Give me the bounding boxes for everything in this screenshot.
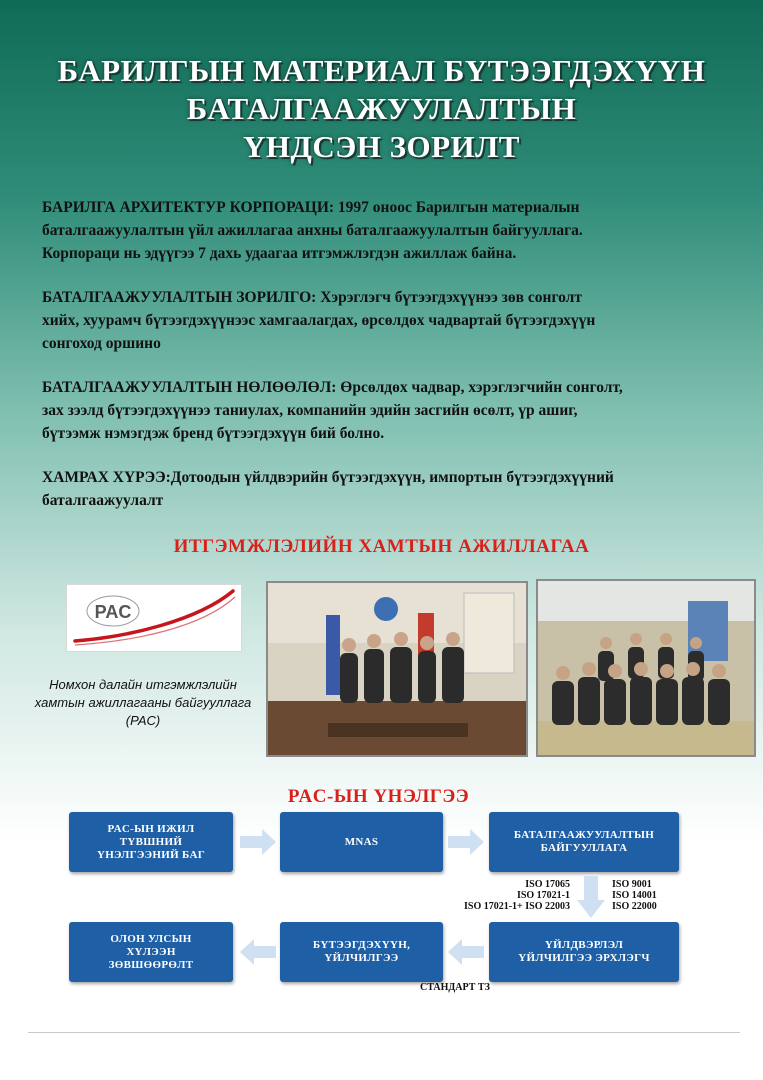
title-line-3: ҮНДСЭН ЗОРИЛТ <box>243 129 520 164</box>
title-line-2: БАТАЛГААЖУУЛАЛТЫН <box>186 91 577 126</box>
iso-item: ISO 14001 <box>612 890 657 901</box>
arrow-right-icon <box>238 828 278 856</box>
iso-list-manufacturers <box>612 879 692 912</box>
iso-item: ISO 17021-1 <box>516 890 570 901</box>
caption-line: Номхон далайн итгэмжлэлийн <box>49 677 237 692</box>
meeting-photo-1 <box>266 581 528 757</box>
goal-paragraph <box>42 286 732 355</box>
iso-list-certification-body <box>420 879 570 912</box>
box-line: ҮЙЛЧИЛГЭЭ <box>324 952 399 964</box>
arrow-down-icon <box>576 874 606 920</box>
caption-line: хамтын ажиллагааны байгууллага <box>34 695 252 710</box>
paragraph-line: зах зээлд бүтээгдэхүүнээ таниулах, компанийн эдийн засгийн өсөлт, үр ашиг, <box>42 402 578 419</box>
arrow-right-icon <box>446 828 486 856</box>
bottom-divider <box>28 1032 740 1033</box>
box-line: ҮНЭЛГЭЭНИЙ БАГ <box>96 848 206 861</box>
paragraph-line: хийх, хуурамч бүтээгдэхүүнээс хамгаалагдах, өрсөлдөх чадвартай бүтээгдэхүүн <box>42 312 596 329</box>
box-line: ХҮЛЭЭН <box>126 945 176 958</box>
arrow-left-icon <box>446 938 486 966</box>
page-title <box>0 52 763 166</box>
paragraph-line: бүтээмж нэмэгдэж бренд бүтээгдэхүүн бий болно. <box>42 425 385 442</box>
iso-item: ISO 22000 <box>612 901 657 912</box>
impact-paragraph <box>42 376 732 445</box>
iso-item: ISO 9001 <box>612 879 652 890</box>
scope-paragraph <box>42 466 732 512</box>
flow-box-manufacturers <box>489 922 679 982</box>
paragraph-line: сонгоход оршино <box>42 335 161 352</box>
box-line: БАТАЛГААЖУУЛАЛТЫН <box>513 829 655 841</box>
pac-logo <box>66 584 242 652</box>
box-line: ҮЙЛДВЭРЛЭЛ <box>544 939 624 951</box>
box-line: ТҮВШНИЙ <box>119 835 183 848</box>
flow-box-peer-evaluation <box>69 812 233 872</box>
paragraph-line: Корпораци нь эдүүгээ 7 дахь удаагаа итгэмжлэгдэн ажиллаж байна. <box>42 245 517 262</box>
logo-caption <box>20 676 266 730</box>
paragraph-line: БАТАЛГААЖУУЛАЛТЫН НӨЛӨӨЛӨЛ: Өрсөлдөх чадвар, хэрэглэгчийн сонголт, <box>42 379 623 396</box>
box-line: БАЙГУУЛЛАГА <box>540 842 628 854</box>
iso-item: ISO 17065 <box>525 879 570 890</box>
box-line: ЗӨВШӨӨРӨЛТ <box>108 958 194 971</box>
flow-box-certification-body <box>489 812 679 872</box>
box-line: ОЛОН УЛСЫН <box>110 932 192 945</box>
meeting-photo-2 <box>536 579 756 757</box>
title-line-1: БАРИЛГЫН МАТЕРИАЛ БҮТЭЭГДЭХҮҮН <box>57 53 706 88</box>
pac-swoosh-icon <box>67 585 241 651</box>
paragraph-line: баталгаажуулалт <box>42 492 164 509</box>
paragraph-line: баталгаажуулалтын үйл ажиллагаа анхны баталгаажуулалтын байгууллага. <box>42 222 583 239</box>
arrow-left-icon <box>238 938 278 966</box>
paragraph-line: ХАМРАХ ХҮРЭЭ:Дотоодын үйлдвэрийн бүтээгдэхүүн, импортын бүтээгдэхүүний <box>42 469 614 486</box>
box-line: MNAS <box>344 835 379 848</box>
cooperation-heading: ИТГЭМЖЛЭЛИЙН ХАМТЫН АЖИЛЛАГАА <box>173 536 590 557</box>
paragraph-line: БАТАЛГААЖУУЛАЛТЫН ЗОРИЛГО: Хэрэглэгч бүтээгдэхүүнээ зөв сонголт <box>42 289 582 306</box>
paragraph-line: БАРИЛГА АРХИТЕКТУР КОРПОРАЦИ: 1997 оноос Барилгын материалын <box>42 199 580 216</box>
caption-line: (PAC) <box>125 713 161 728</box>
evaluation-heading: PAC-ЫН ҮНЭЛГЭЭ <box>287 786 470 807</box>
logo-text: PAC <box>94 602 132 622</box>
box-line: БҮТЭЭГДЭХҮҮН, <box>312 939 411 951</box>
iso-item: ISO 17021-1+ ISO 22003 <box>464 901 570 912</box>
corporation-paragraph <box>42 196 732 265</box>
flow-box-international-recognition <box>69 922 233 982</box>
flow-box-mnas <box>280 812 443 872</box>
box-line: PAC-ЫН ИЖИЛ <box>107 822 195 835</box>
flow-box-products-services <box>280 922 443 982</box>
box-line: ҮЙЛЧИЛГЭЭ ЭРХЛЭГЧ <box>518 952 650 964</box>
standard-label: СТАНДАРТ ТЗ <box>420 982 490 993</box>
